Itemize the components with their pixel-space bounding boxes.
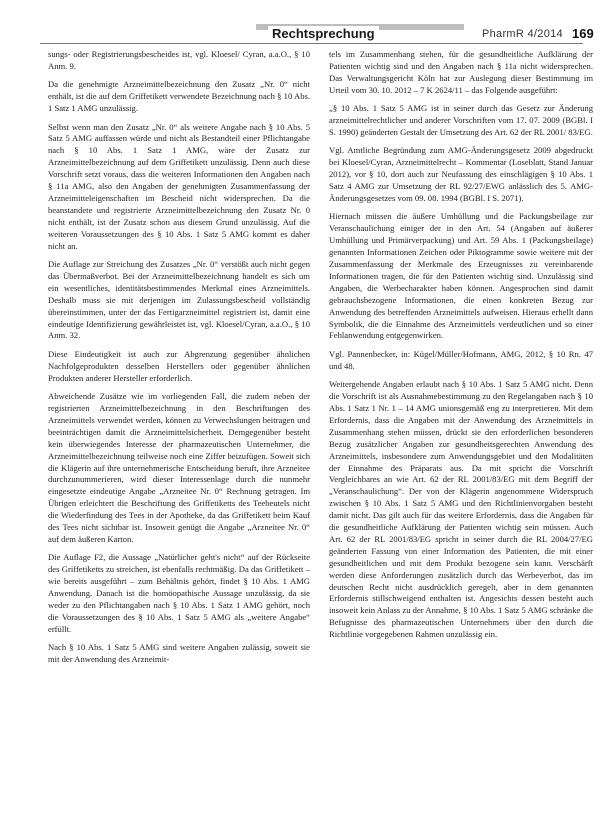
left-column <box>48 49 310 673</box>
right-column <box>329 49 593 648</box>
paragraph: Abweichende Zusätze wie im vorliegenden Fall, die zudem neben der registrierten Arzneimittelbezeichnung in den Beschriftungen des Arzneimittels verwendet werden, können zu Verwechslungen beitragen und beeinträchtigen damit die Arzneimittelsicherheit. Demgegenüber besteht kein überwiegendes Interesse der pharmazeutischen Unternehmer, die Arzneimittelbezeichnung teilweise noch eine Ziffer beizufügen. Soweit sich die Klägerin auf ihre unternehmerische Entscheidung beruft, ihre Arzneitee durchzunummerieren, wird dieser Interessenlage durch die nunmehr eingesetzte eindeutige Angabe „Arzneitee Nr. 0“ Rechnung getragen. Im Übrigen erleichtert die Beschriftung des Griffetiketts des Teebeutels nicht die Wiederfindung des Tees in der Apotheke, da das Griffetikett beim Kauf des Tees nicht sichtbar ist. Insoweit genügt die Angabe „Arzneitee Nr. 0“ auf dem äußeren Karton. <box>48 391 310 544</box>
paragraph: Die Auflage F2, die Aussage „Natürlicher geht's nicht“ auf der Rückseite des Griffetiketts zu streichen, ist ebenfalls rechtmäßig. Da das Griffetikett – wie bereits ausgeführt – zum Behältnis gehört, findet § 10 Abs. 1 AMG Anwendung. Danach ist die homöopathische Aussage unzulässig, da sie weder zu den Pflichtangaben nach § 10 Abs. 1 Satz 1 AMG gehört, noch die Voraussetzungen des § 10 Abs. 1 Satz 5 AMG als „weitere Angabe“ erfüllt. <box>48 552 310 634</box>
section-rubric: Rechtsprechung <box>268 26 379 42</box>
paragraph: Da die genehmigte Arzneimittelbezeichnung den Zusatz „Nr. 0“ nicht enthält, ist die auf dem Griffetikett verwendete Bezeichnung nach § 10 Abs. 1 Satz 1 AMG unzulässig. <box>48 79 310 114</box>
journal-reference: PharmR 4/2014 <box>482 28 563 40</box>
paragraph: Vgl. Pannenbecker, in: Kügel/Müller/Hofmann, AMG, 2012, § 10 Rn. 47 und 48. <box>329 348 593 371</box>
paragraph: Selbst wenn man den Zusatz „Nr. 0“ als weitere Angabe nach § 10 Abs. 5 Satz 5 AMG auffassen würde und nicht als Bestandteil einer Pflichtangabe nach § 10 Abs. 1 Satz 1 AMG, wäre der Zusatz zur Arzneimittelbezeichnung auf dem Griffetikett unzulässig. Denn auch diese Vorschrift setzt voraus, dass die weiteren Informationen den Angaben nach § 11a AMG, also den Angaben der genehmigten Zusammenfassung der Arzneimitteleigenschaften im Bescheid nicht widersprechen. Da die beanstandete und registrierte Arzneimittelbezeichnung den Zusatz Nr. 0 nicht enthält, ist der Zusatz schon aus diesem Grund unzulässig. Auf die weiteren Voraussetzungen des § 10 Abs. 1 Satz 5 AMG kommt es daher nicht an. <box>48 121 310 251</box>
paragraph: tels im Zusammenhang stehen, für die gesundheitliche Aufklärung der Patienten wichtig sind und den Angaben nach § 11a nicht widersprechen. Das Verwaltungsgericht Köln hat zur Auslegung dieser Bestimmung im Urteil vom 30. 10. 2012 – 7 K 2624/11 – das Folgende ausgeführt: <box>329 49 593 95</box>
paragraph: Hiernach müssen die äußere Umhüllung und die Packungsbeilage zur Veranschaulichung einiger der in den Art. 54 (Angaben auf äußerer Umhüllung und Primärverpackung) und Art. 59 Abs. 1 (Packungsbeilage) genannten Informationen Zeichen oder Piktogramme sowie weitere mit der Zusammenfassung der Merkmale des Erzeugnisses zu vereinbarende Informationen tragen, die für den Patienten wichtig sind. Unzulässig sind Angaben, die Werbecharakter haben können. Angesprochen sind damit gebrauchsbezogene Informationen, die einen konkreten Bezug zur Anwendung des betreffenden Arzneimittels aufweisen. Hieraus erhellt dann Symbolik, die die Einnahme des Arzneimittels verdeutlichen und so einer Fehlanwendung entgegenwirken. <box>329 211 593 341</box>
paragraph: „§ 10 Abs. 1 Satz 5 AMG ist in seiner durch das Gesetz zur Änderung arzneimittelrechtlicher und anderer Vorschriften vom 17. 07. 2009 (BGBl. I S. 1990) geänderten Gestalt der Umsetzung des Art. 62 der RL 2001/ 83/EG. <box>329 103 593 137</box>
header-rule <box>40 43 583 44</box>
paragraph: Vgl. Amtliche Begründung zum AMG-Änderungsgesetz 2009 abgedruckt bei Kloesel/Cyran, Arzneimittelrecht – Kommentar (Loseblatt, Stand Januar 2012), vor § 10, dort auch zur Neufassung des einschlägigen § 10 Abs. 1 Satz 4 AMG zur Umsetzung der RL 92/27/EWG anlässlich des 5. AMG-Änderungsgesetzes vom 09. 08. 1994 (BGBl. I S. 2071). <box>329 145 593 203</box>
page-number: 169 <box>572 26 594 41</box>
paragraph: sungs- oder Registrierungsbescheides ist, vgl. Kloesel/ Cyran, a.a.O., § 10 Anm. 9. <box>48 49 310 71</box>
paragraph: Die Auflage zur Streichung des Zusatzes „Nr. 0“ verstößt auch nicht gegen das Übermaßverbot. Bei der Arzneimittelbezeichnung handelt es sich um ein wesentliches, identitätsbestimmendes Merkmal eines Arzneimittels. Deshalb muss sie mit derjenigen im Zulassungsbescheid vollständig übereinstimmen, unter der das Fertigarzneimittel registriert ist, damit eine eindeutige Identifizierung gewährleistet ist, vgl. Kloesel/Cyran, a.a.O., § 10 Anm. 32. <box>48 259 310 341</box>
page-header <box>0 0 603 40</box>
paragraph: Weitergehende Angaben erlaubt nach § 10 Abs. 1 Satz 5 AMG nicht. Denn die Vorschrift ist als Ausnahmebestimmung zu den Regelangaben nach § 10 Abs. 1 Satz 1 Nr. 1 – 14 AMG unionsgemäß eng zu interpretieren. Mit dem Erfordernis, dass die Angaben mit der Anwendung des Arzneimittels in Zusammenhang stehen müssen, drückt sie den erforderlichen besonderen Bezug zusätzlicher Angaben zur gesundheitsgerechten Anwendung des Arzneimittels, insbesondere zum Anwendungsgebiet und den Modalitäten der Einnahme des Präparats aus. Da mit spricht die Vorschrift Vergleichbares an wie Art. 62 der RL 2001/83/EG mit dem Begriff der „Veranschaulichung“. Der von der Klägerin angenommene Widerspruch zwischen § 10 Abs. 1 Satz 5 AMG und den Richtlinienvorgaben besteht damit nicht. Das gilt auch für das weitere Erfordernis, dass die Angaben für die gesundheitliche Aufklärung der Patienten wichtig sein müssen. Auch Art. 62 der RL 2001/83/EG spricht in seiner durch die RL 2004/27/EG geänderten Fassung von einer Information des Patienten, die mit einer gesundheitlichen und mit dem Produkt bezogene sein kann. Verschärft werden diese Anforderungen zusätzlich durch das Werbeverbot, das im deutschen Recht nicht ausdrücklich geregelt, aber in dem genannten Erfordernis stillschweigend enthalten ist. Angesichts dessen besteht auch insoweit kein Anlass zu der Annahme, § 10 Abs. 1 Satz 5 AMG schränke die Befugnisse des pharmazeutischen Unternehmers über den durch die Richtlinie vorgegebenen Rahmen unzulässig ein. <box>329 379 593 640</box>
paragraph: Diese Eindeutigkeit ist auch zur Abgrenzung gegenüber ähnlichen Nachfolgeprodukten desselben Herstellers oder gegenüber ähnlichen Produkten anderer Hersteller erforderlich. <box>48 348 310 383</box>
paragraph: Nach § 10 Abs. 1 Satz 5 AMG sind weitere Angaben zulässig, soweit sie mit der Anwendung des Arzneimit- <box>48 642 310 665</box>
